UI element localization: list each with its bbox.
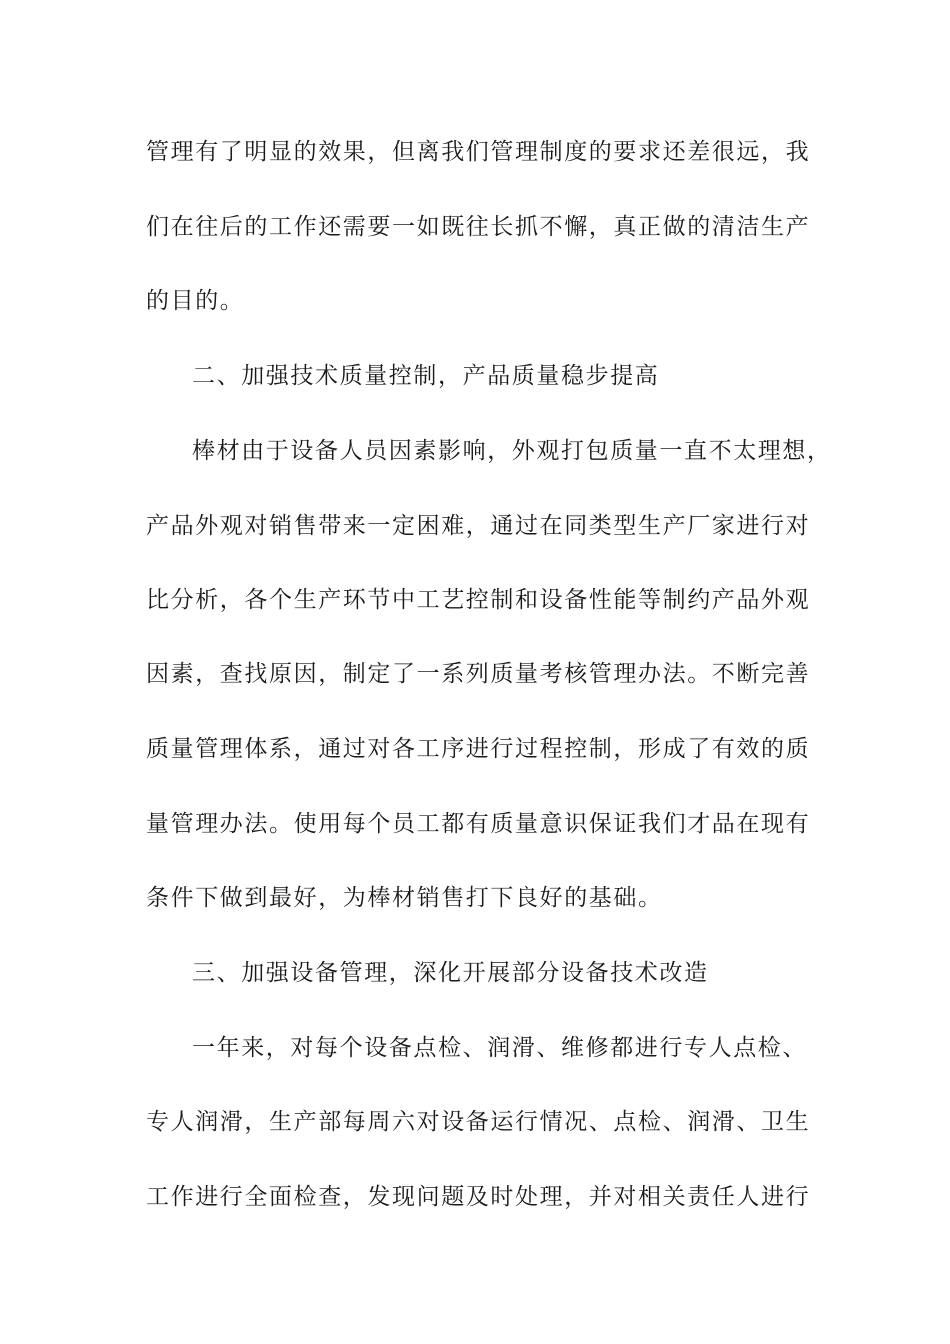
paragraph-line: 条件下做到最好，为棒材销售打下良好的基础。 — [146, 885, 663, 911]
paragraph-line: 管理有了明显的效果，但离我们管理制度的要求还差很远，我 — [146, 139, 811, 165]
paragraph-line: 因素，查找原因，制定了一系列质量考核管理办法。不断完善 — [146, 661, 811, 687]
section-heading: 三、加强设备管理，深化开展部分设备技术改造 — [192, 960, 709, 986]
section-heading: 二、加强技术质量控制，产品质量稳步提高 — [192, 363, 660, 389]
paragraph-line: 量管理办法。使用每个员工都有质量意识保证我们才品在现有 — [146, 811, 811, 837]
paragraph-line: 工作进行全面检查，发现问题及时处理，并对相关责任人进行 — [146, 1184, 811, 1210]
paragraph-line: 质量管理体系，通过对各工序进行过程控制，形成了有效的质 — [146, 736, 811, 762]
paragraph-line: 比分析，各个生产环节中工艺控制和设备性能等制约产品外观 — [146, 587, 811, 613]
paragraph-line: 产品外观对销售带来一定困难，通过在同类型生产厂家进行对 — [146, 513, 811, 539]
paragraph-line: 们在往后的工作还需要一如既往长抓不懈，真正做的清洁生产 — [146, 214, 811, 240]
paragraph-line: 棒材由于设备人员因素影响，外观打包质量一直不太理想， — [192, 438, 832, 464]
paragraph-line: 的目的。 — [146, 288, 245, 314]
paragraph-line: 专人润滑，生产部每周六对设备运行情况、点检、润滑、卫生 — [146, 1109, 811, 1135]
paragraph-line: 一年来，对每个设备点检、润滑、维修都进行专人点检、 — [192, 1035, 807, 1061]
